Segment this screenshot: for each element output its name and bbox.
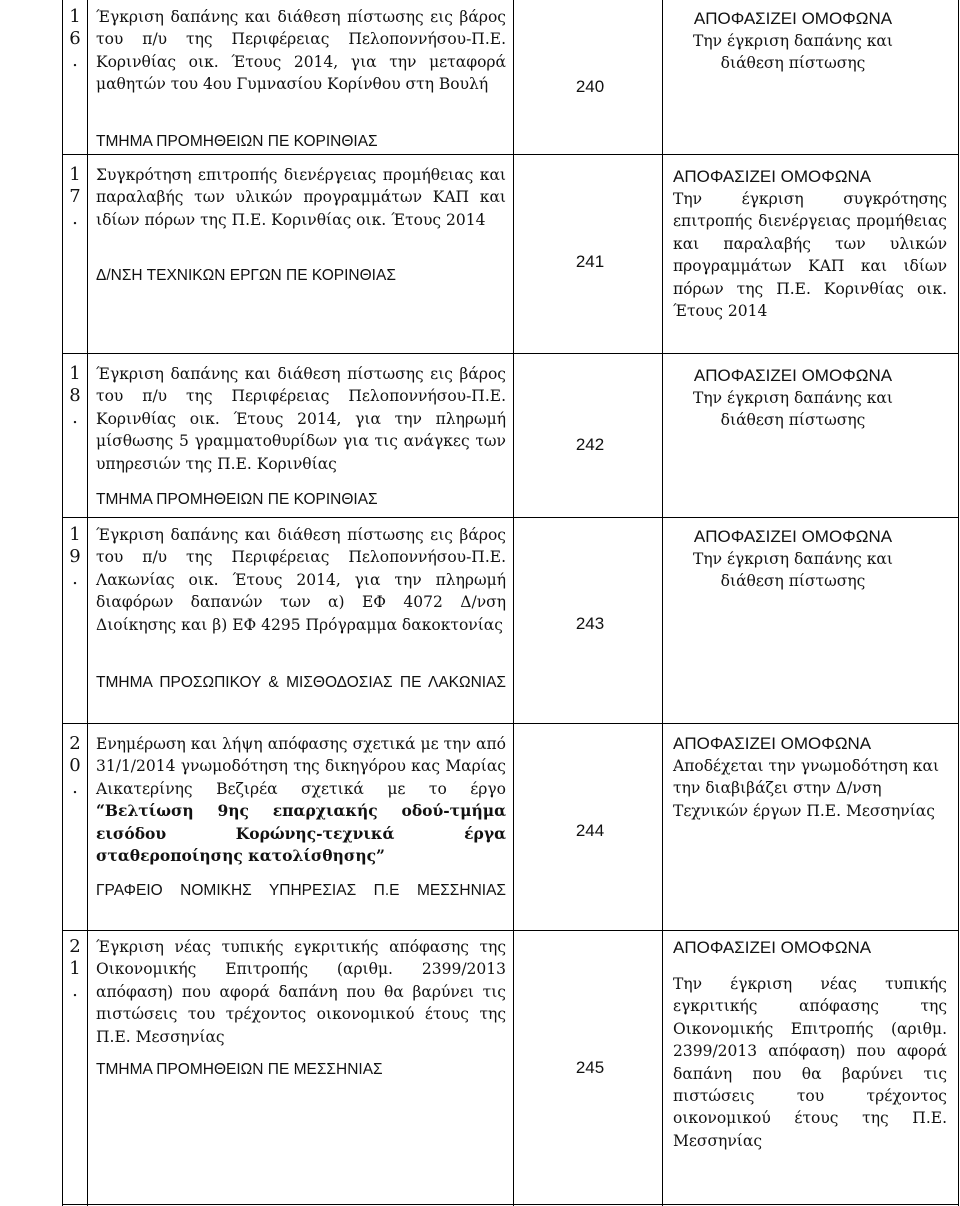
decision-number: 243 xyxy=(575,614,605,633)
subject-text-plain: Ενημέρωση και λήψη απόφασης σχετικά με την από 31/1/2014 γνωμοδότηση της δικηγόρου κας Μαρίας Αικατερίνης Βεζιρέα σχετικά με το έργο xyxy=(96,735,506,798)
decision-text: Αποδέχεται την γνωμοδότηση και την διαβιβάζει στην Δ/νση Τεχνικών έργων Π.Ε. Μεσσηνίας xyxy=(673,757,940,820)
decision-cell xyxy=(673,166,947,322)
department-label: ΤΜΗΜΑ ΠΡΟΜΗΘΕΙΩΝ ΠΕ ΚΟΡΙΝΘΙΑΣ xyxy=(96,133,378,150)
table-border-left xyxy=(62,0,63,1206)
decision-text: Την έγκριση συγκρότησης επιτροπής διενέργειας προμήθειας και παραλαβής των υλικών προγραμμάτων ΚΑΠ και ιδίων πόρων της Π.Ε. Κορινθίας οικ. Έτους 2014 xyxy=(673,190,947,321)
decision-heading: ΑΠΟΦΑΣΙΖΕΙ ΟΜΟΦΩΝΑ xyxy=(673,938,872,957)
row-divider xyxy=(62,154,959,155)
row-number: 1 6 . xyxy=(69,6,81,71)
decision-number: 240 xyxy=(575,77,605,96)
decision-cell xyxy=(673,937,947,1152)
decision-text: Την έγκριση δαπάνης και διάθεση πίστωσης xyxy=(693,32,893,73)
decision-heading: ΑΠΟΦΑΣΙΖΕΙ ΟΜΟΦΩΝΑ xyxy=(673,167,872,186)
subject-text: Έγκριση δαπάνης και διάθεση πίστωσης εις βάρος του π/υ της Περιφέρειας Πελοποννήσου-Π.Ε. Κορινθίας οικ. Έτους 2014, για την μεταφορά μαθητών του 4ου Γυμνασίου Κορίνθου στη Βουλή xyxy=(96,8,506,94)
decision-number: 241 xyxy=(575,252,605,271)
row-divider xyxy=(62,353,959,354)
table-border-right xyxy=(958,0,959,1206)
row-divider xyxy=(62,723,959,724)
subject-text: Έγκριση νέας τυπικής εγκριτικής απόφασης της Οικονομικής Επιτροπής (αριθμ. 2399/2013 απόφαση) που αφορά δαπάνη που θα βαρύνει τις πιστώσεις του τρέχοντος οικονομικού έτους της Π.Ε. Μεσσηνίας xyxy=(96,938,506,1046)
subject-text xyxy=(96,733,506,867)
decision-cell xyxy=(673,8,947,75)
decision-heading: ΑΠΟΦΑΣΙΖΕΙ ΟΜΟΦΩΝΑ xyxy=(693,527,893,546)
department-label: ΤΜΗΜΑ ΠΡΟΜΗΘΕΙΩΝ ΠΕ ΜΕΣΣΗΝΙΑΣ xyxy=(96,1061,383,1078)
column-divider-3 xyxy=(662,0,663,1206)
table-border-bottom xyxy=(62,1204,959,1205)
column-divider-2 xyxy=(513,0,514,1206)
decision-number: 242 xyxy=(575,435,605,454)
department-label: Δ/ΝΣΗ ΤΕΧΝΙΚΩΝ ΕΡΓΩΝ ΠΕ ΚΟΡΙΝΘΙΑΣ xyxy=(96,267,396,284)
subject-text: Έγκριση δαπάνης και διάθεση πίστωσης εις βάρος του π/υ της Περιφέρειας Πελοποννήσου-Π.Ε. Κορινθίας οικ. Έτους 2014, για την πληρωμή μίσθωσης 5 γραμματοθυρίδων για τις ανάγκες των υπηρεσιών της Π.Ε. Κορινθίας xyxy=(96,365,506,473)
decision-cell xyxy=(673,526,947,593)
decision-text: Την έγκριση νέας τυπικής εγκριτικής απόφασης της Οικονομικής Επιτροπής (αριθμ. 2399/2013 απόφαση) που αφορά δαπάνη που θα βαρύνει τις πιστώσεις του τρέχοντος οικονομικού έτους της Π.Ε. Μεσσηνίας xyxy=(673,975,947,1150)
subject-text-bold: “Βελτίωση 9ης επαρχιακής οδού-τμήμα εισόδου Κορώνης-τεχνικά έργα σταθεροποίησης κατολίσθησης” xyxy=(96,801,506,866)
row-number: 1 9 . xyxy=(69,524,81,589)
subject-text: Συγκρότηση επιτροπής διενέργειας προμήθειας και παραλαβής των υλικών προγραμμάτων ΚΑΠ και ιδίων πόρων της Π.Ε. Κορινθίας οικ. Έτους 2014 xyxy=(96,166,506,229)
decision-heading: ΑΠΟΦΑΣΙΖΕΙ ΟΜΟΦΩΝΑ xyxy=(673,734,872,753)
decision-heading: ΑΠΟΦΑΣΙΖΕΙ ΟΜΟΦΩΝΑ xyxy=(693,9,893,28)
row-number: 1 8 . xyxy=(69,363,81,428)
decision-number: 244 xyxy=(575,821,605,840)
department-label: ΓΡΑΦΕΙΟ ΝΟΜΙΚΗΣ ΥΠΗΡΕΣΙΑΣ Π.Ε ΜΕΣΣΗΝΙΑΣ xyxy=(96,882,506,899)
row-divider xyxy=(62,930,959,931)
decision-text: Την έγκριση δαπάνης και διάθεση πίστωσης xyxy=(693,389,893,430)
decision-heading: ΑΠΟΦΑΣΙΖΕΙ ΟΜΟΦΩΝΑ xyxy=(693,366,893,385)
decision-number: 245 xyxy=(575,1058,605,1077)
subject-text: Έγκριση δαπάνης και διάθεση πίστωσης εις βάρος του π/υ της Περιφέρειας Πελοποννήσου-Π.Ε. Λακωνίας οικ. Έτους 2014, για την πληρωμή διαφόρων δαπανών των α) ΕΦ 4072 Δ/νση Διοίκησης και β) ΕΦ 4295 Πρόγραμμα δακοκτονίας xyxy=(96,526,506,634)
row-number: 2 0 . xyxy=(69,733,81,798)
decision-cell xyxy=(673,365,947,432)
department-label: ΤΜΗΜΑ ΠΡΟΣΩΠΙΚΟΥ & ΜΙΣΘΟΔΟΣΙΑΣ ΠΕ ΛΑΚΩΝΙΑΣ xyxy=(96,674,506,691)
row-number: 1 7 . xyxy=(69,164,81,229)
column-divider-1 xyxy=(87,0,88,1206)
decision-text: Την έγκριση δαπάνης και διάθεση πίστωσης xyxy=(693,550,893,591)
decision-cell xyxy=(673,733,947,822)
department-label: ΤΜΗΜΑ ΠΡΟΜΗΘΕΙΩΝ ΠΕ ΚΟΡΙΝΘΙΑΣ xyxy=(96,491,378,508)
row-divider xyxy=(62,517,959,518)
row-number: 2 1 . xyxy=(69,936,81,1001)
